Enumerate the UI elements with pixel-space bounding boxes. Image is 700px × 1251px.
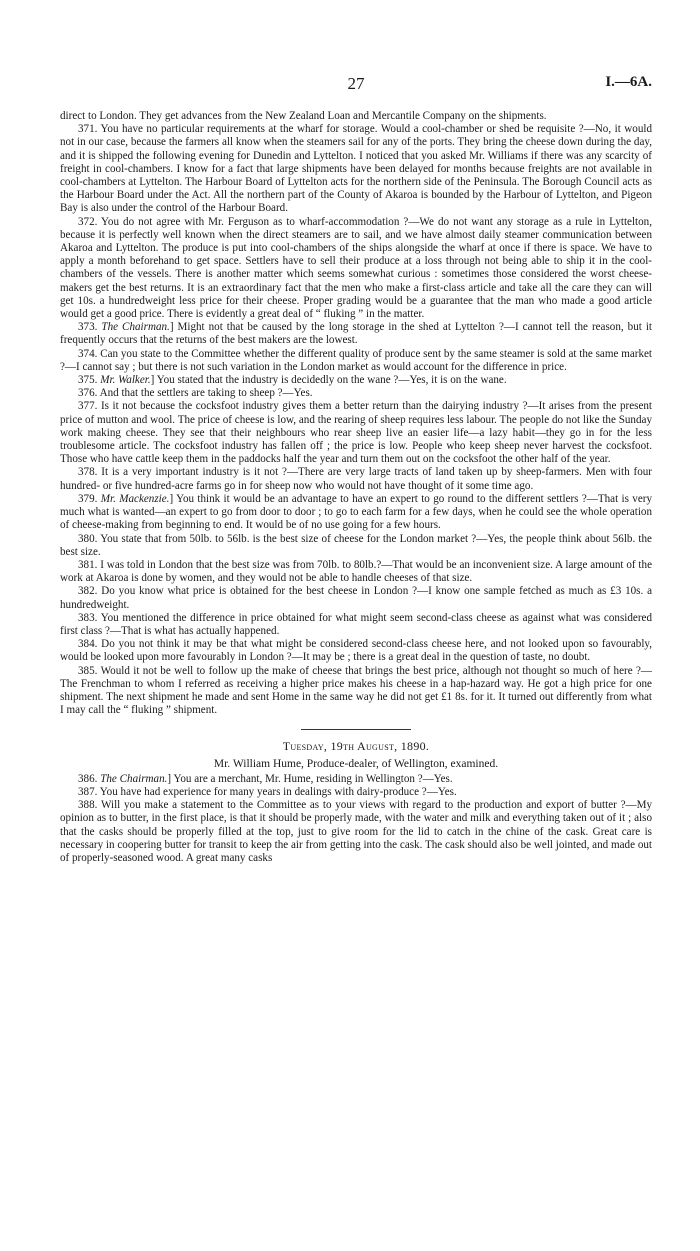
paragraph: 382. Do you know what price is obtained for the best cheese in London ?—I know one sample fetched as much as £3 10s. a hundredweight. bbox=[60, 585, 652, 611]
question-text: ] You think it would be an advantage to have an expert to go round to the different settlers ?—That is very much what is wanted—an expert to go from door to door ; to go to each farm for a few days, when he could see the whole operation of cheese-making from beginning to end. It would be of no use going for a few hours. bbox=[60, 492, 652, 532]
page-number: 27 bbox=[347, 74, 365, 93]
speaker: The Chairman. bbox=[100, 772, 168, 785]
paragraph: 385. Would it not be well to follow up the make of cheese that brings the best price, although not thought so much of here ?—The Frenchman to whom I referred as receiving a higher price makes his cheese in a hap-hazard way. He got a high price for one shipment. The next shipment he made and sent Home in the same way he did not get £1 8s. for it. It turned out differently from what I may call the “ fluking ” shipment. bbox=[60, 664, 652, 717]
paragraph bbox=[60, 321, 652, 347]
paragraph: 377. Is it not because the cocksfoot industry gives them a better return than the dairying industry ?—It arises from the present price of mutton and wool. The price of cheese is low, and the rearing of sheep requires less labour. The people do not like the Sunday work making cheese. They see that their neighbours who rear sheep live an easier life—a lazy habit—they go in for the less troublesome article. The cocksfoot industry has fallen off ; the price is low. People who keep sheep never harvest the cocksfoot. Those who have cattle keep them in the paddocks half the year and turn them out on the cocksfoot the other half of the year. bbox=[60, 400, 652, 466]
body-text bbox=[60, 110, 652, 865]
speaker: The Chairman. bbox=[101, 321, 170, 334]
paragraph bbox=[60, 493, 652, 533]
paragraph: 372. You do not agree with Mr. Ferguson as to wharf-accommodation ?—We do not want any storage as a rule in Lyttelton, because it is perfectly well known when the direct steamers are to sail, and we have almost daily steamer communication between Akaroa and Lyttelton. The produce is put into cool-chambers of the ships alongside the wharf at once if there is space. We have to apply a month beforehand to get space. Settlers have to sell their produce at a loss through not being able to ship it in the cool-chambers of the vessels. There is another matter which seems somewhat curious : sometimes those considered the worst cheese-makers get the best returns. It is an extraordinary fact that the men who make a first-class article and take all the care they can will get 10s. a hundredweight less price for their cheese. Proper grading would be a guarantee that the man who made a good article would get a good price. There is evidently a great deal of “ fluking ” in the matter. bbox=[60, 215, 652, 321]
paragraph bbox=[60, 374, 652, 387]
question-number: 379. bbox=[78, 492, 98, 505]
paragraph: 387. You have had experience for many years in dealings with dairy-produce ?—Yes. bbox=[78, 785, 457, 798]
paragraph: 383. You mentioned the difference in price obtained for what might seem second-class cheese as against what was considered first class ?—That is what has actually happened. bbox=[60, 611, 652, 637]
question-number: 375. bbox=[78, 374, 98, 387]
paragraph: 381. I was told in London that the best size was from 70lb. to 80lb.?—That would be an inconvenient size. A large amount of the work at Akaroa is done by women, and they would not be able to handle cheeses of that size. bbox=[60, 558, 652, 585]
page-header bbox=[60, 74, 652, 100]
paragraph: 388. Will you make a statement to the Committee as to your views with regard to the production and export of butter ?—My opinion as to butter, in the first place, is that it should be properly made, with the water and milk and everything taken out of it ; also that the casks should be properly filled at the top, just to give room for the lid to catch in the chine of the cask. Great care is necessary in coopering butter for transit to keep the air from getting into the cask. The cask should also be well jointed, and made out of properly-seasoned wood. A great many casks bbox=[60, 799, 652, 864]
question-text: ] You are a merchant, Mr. Hume, residing in Wellington ?—Yes. bbox=[167, 772, 453, 785]
paragraph: 378. It is a very important industry is it not ?—There are very large tracts of land taken up by sheep-farmers. Men with four hundred- or five hundred-acre farms go in for sheep now who would not have thought of it some time ago. bbox=[60, 466, 652, 492]
question-number: 373. bbox=[78, 321, 98, 334]
question-number: 386. bbox=[78, 772, 98, 785]
question-text: ] You stated that the industry is decidedly on the wane ?—Yes, it is on the wane. bbox=[150, 374, 507, 387]
document-page bbox=[60, 74, 652, 865]
paragraph: 376. And that the settlers are taking to sheep ?—Yes. bbox=[78, 387, 313, 400]
paragraph: 380. You state that from 50lb. to 56lb. is the best size of cheese for the London market ?—Yes, the people think about 56lb. the best size. bbox=[60, 532, 652, 558]
paragraph: direct to London. They get advances from the New Zealand Loan and Mercantile Company on the shipments. bbox=[60, 110, 547, 122]
document-reference: I.—6A. bbox=[605, 74, 652, 90]
question-text: ] Might not that be caused by the long storage in the shed at Lyttelton ?—I cannot tell the reason, but it frequently occurs that the returns of the best makers are the lowest. bbox=[60, 321, 652, 347]
speaker: Mr. Walker. bbox=[100, 374, 151, 387]
witness-heading: Mr. William Hume, Produce-dealer, of Wellington, examined. bbox=[213, 757, 499, 770]
date-heading: Tuesday, 19th August, 1890. bbox=[282, 739, 430, 754]
paragraph: 374. Can you state to the Committee whether the different quality of produce sent by the same steamer is sold at the same market ?—I cannot say ; but there is not such variation in the London market as would account for the difference in price. bbox=[60, 347, 652, 373]
paragraph: 384. Do you not think it may be that what might be considered second-class cheese here, and not looked upon so favourably, would be looked upon more favourably in London ?—It may be ; there is a great deal in the question of taste, no doubt. bbox=[60, 638, 652, 664]
section-divider bbox=[301, 729, 411, 730]
paragraph bbox=[60, 773, 652, 786]
paragraph: 371. You have no particular requirements at the wharf for storage. Would a cool-chamber or shed be requisite ?—No, it would not in our case, because the farmers all know when the steamers sail for any of the ports. They bring the cheese down during the day, and it is shipped the following evening for Dunedin and Lyttelton. I noticed that you asked Mr. Williams if there was any scarcity of freight in cool-chambers. I know for a fact that large shipments have been delayed for months because freights are not available in cool-chambers at Lyttelton. The Harbour Board of Lyttelton acts for the northern side of the Peninsula. The Borough Council acts as the Harbour Board under the Act. All the northern part of the County of Akaroa is bounded by the Harbour of Lyttelton, and Pigeon Bay is also under the control of the Harbour Board. bbox=[60, 123, 652, 215]
speaker: Mr. Mackenzie. bbox=[100, 492, 170, 505]
